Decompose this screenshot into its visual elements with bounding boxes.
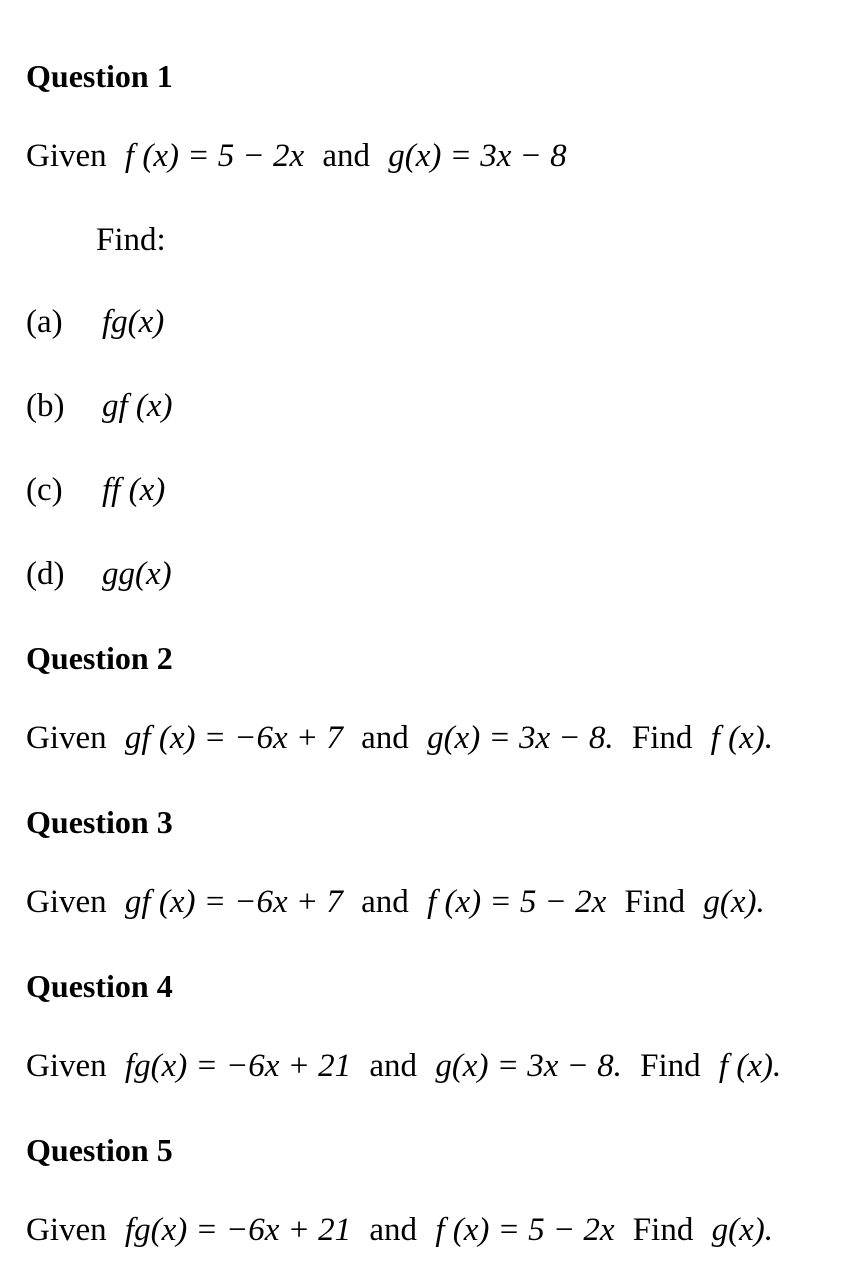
question-2-text [26, 718, 773, 758]
function-expression: f (x) = 5 − 2x [427, 884, 607, 920]
given-word: Given [26, 138, 107, 174]
and-word: and [361, 720, 409, 756]
part-expression: ff (x) [102, 472, 166, 508]
composite-expression: gf (x) = −6x + 7 [124, 720, 343, 756]
part-expression: gf (x) [102, 388, 173, 424]
given-word: Given [26, 720, 107, 756]
composite-expression: fg(x) = −6x + 21 [124, 1048, 352, 1084]
part-label: (c) [26, 472, 63, 508]
and-word: and [369, 1212, 418, 1248]
target-expression: f (x). [718, 1048, 782, 1084]
question-3-text [26, 882, 765, 922]
part-d [26, 554, 172, 594]
question-2-heading: Question 2 [26, 640, 173, 676]
question-4-text [26, 1046, 781, 1086]
composite-expression: fg(x) = −6x + 21 [124, 1212, 352, 1248]
question-3-heading: Question 3 [26, 804, 173, 840]
question-4-heading: Question 4 [26, 968, 173, 1004]
question-5-heading: Question 5 [26, 1132, 173, 1168]
target-expression: f (x). [710, 720, 773, 756]
part-c [26, 470, 165, 510]
question-1-given [26, 136, 567, 176]
part-label: (d) [26, 556, 65, 592]
given-word: Given [26, 1212, 107, 1248]
composite-expression: gf (x) = −6x + 7 [124, 884, 343, 920]
function-expression: g(x) = 3x − 8. [435, 1048, 622, 1084]
function-expression: f (x) = 5 − 2x [435, 1212, 615, 1248]
g-definition: g(x) = 3x − 8 [388, 138, 567, 174]
find-word: Find [631, 720, 693, 756]
target-expression: g(x). [711, 1212, 773, 1248]
part-expression: gg(x) [102, 556, 172, 592]
part-label: (b) [26, 388, 65, 424]
given-word: Given [26, 884, 107, 920]
and-word: and [369, 1048, 418, 1084]
question-5-text [26, 1210, 773, 1250]
given-word: Given [26, 1048, 107, 1084]
part-label: (a) [26, 304, 63, 340]
function-expression: g(x) = 3x − 8. [427, 720, 614, 756]
and-word: and [361, 884, 409, 920]
part-b [26, 386, 173, 426]
f-definition: f (x) = 5 − 2x [124, 138, 305, 174]
part-a [26, 302, 164, 342]
find-word: Find [640, 1048, 701, 1084]
part-expression: fg(x) [102, 304, 165, 340]
and-word: and [322, 138, 371, 174]
find-label: Find: [96, 222, 166, 258]
question-1-heading: Question 1 [26, 58, 173, 94]
target-expression: g(x). [703, 884, 765, 920]
find-word: Find [624, 884, 686, 920]
find-word: Find [632, 1212, 694, 1248]
